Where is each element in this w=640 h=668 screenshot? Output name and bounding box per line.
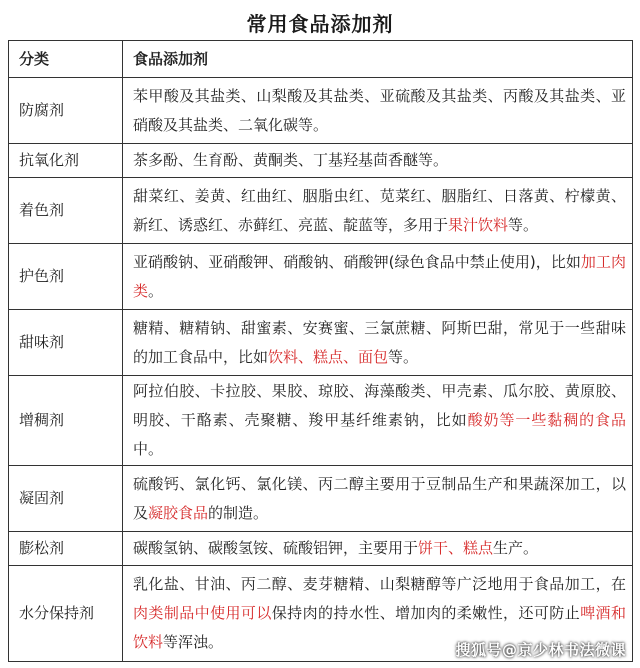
row-additives	[123, 78, 633, 144]
row-category: 增稠剂	[9, 376, 123, 466]
row-category: 抗氧化剂	[9, 144, 123, 178]
watermark: 搜狐号@京少林书法微课	[455, 641, 626, 659]
page-title: 常用食品添加剂	[246, 12, 394, 36]
row-category: 着色剂	[9, 178, 123, 244]
table-row	[9, 78, 633, 144]
highlighted-text: 饼干、糕点	[418, 539, 494, 557]
highlighted-text: 饮料、糕点、面包	[268, 347, 389, 366]
additive-text: 的制造。	[208, 503, 269, 522]
additive-text: 。	[148, 281, 164, 300]
row-additives	[123, 532, 633, 566]
table-row	[9, 144, 633, 178]
additive-text: 茶多酚、生育酚、黄酮类、丁基羟基茴香醚等。	[133, 151, 449, 169]
additives-table	[8, 40, 633, 662]
row-additives	[123, 144, 633, 178]
row-additives	[123, 466, 633, 532]
row-category: 凝固剂	[9, 466, 123, 532]
row-category: 护色剂	[9, 244, 123, 310]
additive-text: 甜菜红、姜黄、红曲红、胭脂虫红、苋菜红、胭脂红、日落黄、柠檬黄、新红、诱惑红、赤藓红、亮蓝、靛蓝等，多用于	[133, 186, 626, 234]
additive-text: 保持肉的持水性、增加肉的柔嫩性，还可防止	[271, 604, 581, 622]
additive-text: 等浑浊。	[163, 633, 224, 651]
table-row	[9, 466, 633, 532]
highlighted-text: 加工肉类	[133, 252, 626, 300]
row-additives	[123, 178, 633, 244]
row-category: 水分保持剂	[9, 566, 123, 662]
additive-text: 乳化盐、甘油、丙二醇、麦芽糖精、山梨糖醇等广泛地用于食品加工，在	[133, 575, 626, 593]
highlighted-text: 肉类制品中使用可以	[133, 604, 272, 622]
highlighted-text: 凝胶食品	[148, 503, 209, 522]
row-category: 甜味剂	[9, 310, 123, 376]
table-row	[9, 376, 633, 466]
row-category: 膨松剂	[9, 532, 123, 566]
additive-text: 等。	[508, 215, 539, 234]
additive-text: 中。	[133, 440, 164, 458]
table-row	[9, 532, 633, 566]
table-row	[9, 310, 633, 376]
header-additives: 食品添加剂	[123, 41, 633, 78]
additive-text: 生产。	[493, 539, 539, 557]
row-additives	[123, 376, 633, 466]
table-row	[9, 178, 633, 244]
highlighted-text: 啤酒和饮料	[133, 604, 626, 651]
row-additives	[123, 310, 633, 376]
additive-text: 苯甲酸及其盐类、山梨酸及其盐类、亚硫酸及其盐类、丙酸及其盐类、亚硝酸及其盐类、二氧化碳等。	[133, 86, 626, 134]
additive-text: 碳酸氢钠、碳酸氢铵、硫酸铝钾，主要用于	[133, 539, 419, 557]
additive-text: 等。	[388, 347, 419, 366]
additive-text: 亚硝酸钠、亚硝酸钾、硝酸钠、硝酸钾(绿色食品中禁止使用)，比如	[133, 252, 581, 271]
highlighted-text: 果汁饮料	[448, 215, 509, 234]
additive-text: 阿拉伯胶、卡拉胶、果胶、琼胶、海藻酸类、甲壳素、瓜尔胶、黄原胶、明胶、干酪素、壳聚糖、羧甲基纤维素钠，比如	[133, 382, 626, 429]
highlighted-text: 酸奶等一些黏稠的食品	[467, 411, 626, 429]
row-additives	[123, 244, 633, 310]
additive-text: 糖精、糖精钠、甜蜜素、安赛蜜、三氯蔗糖、阿斯巴甜，常见于一些甜味的加工食品中，比如	[133, 318, 626, 366]
table-row	[9, 244, 633, 310]
row-category: 防腐剂	[9, 78, 123, 144]
additive-text: 硫酸钙、氯化钙、氯化镁、丙二醇主要用于豆制品生产和果蔬深加工，以及	[133, 474, 626, 522]
table-header-row	[9, 41, 633, 78]
header-category: 分类	[9, 41, 123, 78]
